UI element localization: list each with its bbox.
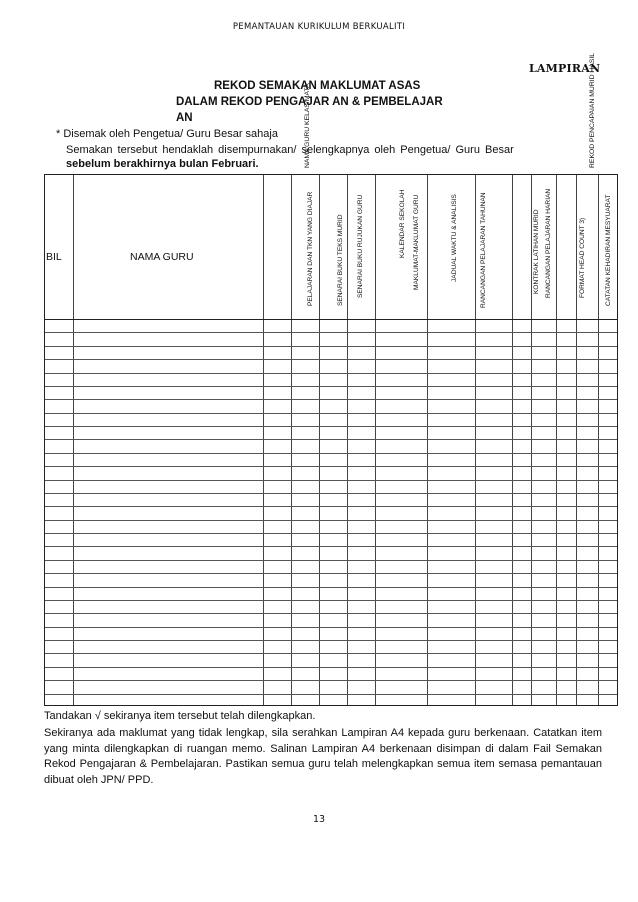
column-header-item-label: SENARAI BUKU TEKS MURID bbox=[337, 214, 344, 306]
table-row bbox=[45, 560, 617, 561]
column-header-item-label: PELAJARAN DAN TKN YANG DIAJAR bbox=[307, 191, 314, 306]
note-line-2: Semakan tersebut hendaklah disempurnakan/ selengkapnya oleh Pengetua/ Guru Besar bbox=[66, 144, 514, 156]
table-row bbox=[45, 680, 617, 681]
column-header-item-label: RANCANGAN PELAJARAN HARIAN bbox=[545, 188, 552, 298]
table-header-divider bbox=[45, 319, 617, 320]
table-row bbox=[45, 466, 617, 467]
column-header-nama-guru: NAMA GURU bbox=[130, 251, 194, 263]
table-row bbox=[45, 493, 617, 494]
table-row bbox=[45, 386, 617, 387]
table-row bbox=[45, 546, 617, 547]
form-title-line-3: AN bbox=[176, 112, 193, 124]
column-header-item-label: JADUAL WAKTU & ANALISIS bbox=[451, 194, 458, 282]
table-row bbox=[45, 520, 617, 521]
column-header-item-label: MAKLUMAT-MAKLUMAT GURU bbox=[413, 194, 420, 290]
table-row bbox=[45, 453, 617, 454]
table-row bbox=[45, 332, 617, 333]
column-header-item-label: RANCANGAN PELAJARAN TAHUNAN bbox=[480, 192, 487, 308]
table-row bbox=[45, 399, 617, 400]
table-row bbox=[45, 667, 617, 668]
column-header-item-label: CATATAN KEHADIRAN MESYUARAT bbox=[605, 194, 612, 306]
table-row bbox=[45, 413, 617, 414]
table-row bbox=[45, 506, 617, 507]
form-title-line-1: REKOD SEMAKAN MAKLUMAT ASAS bbox=[214, 80, 421, 92]
table-row bbox=[45, 533, 617, 534]
table-row bbox=[45, 439, 617, 440]
column-header-item-label: KONTRAK LATIHAN MURID bbox=[533, 209, 540, 294]
rotated-label: REKOD PENCAPAIAN MURID HASIL bbox=[589, 52, 596, 168]
table-row bbox=[45, 694, 617, 695]
running-header: PEMANTAUAN KURIKULUM BERKUALITI bbox=[232, 22, 406, 32]
footer-paragraph: Sekiranya ada maklumat yang tidak lengkap, sila serahkan Lampiran A4 kepada guru berkenaan. Catatkan item yang minta dilengkapkan di ruangan memo. Salinan Lampiran A4 berkenaan disimpan di dalam Fail Semakan Rekod Pengajaran & Pembelajaran. Pastikan semua guru telah melengkapkan semua item semasa pemantauan dibuat oleh JPN/ PPD. bbox=[44, 727, 602, 786]
column-header-item-label: FORMAT HEAD COUNT 3) bbox=[579, 217, 586, 298]
table-row bbox=[45, 653, 617, 654]
table-row bbox=[45, 587, 617, 588]
page-number: 13 bbox=[312, 814, 326, 825]
table-row bbox=[45, 573, 617, 574]
column-header-item-label: KALENDAR SEKOLAH bbox=[399, 189, 406, 258]
table-row bbox=[45, 359, 617, 360]
column-header-item-label: SENARAI BUKU RUJUKAN GURU bbox=[357, 194, 364, 298]
note-line-3: sebelum berakhirnya bulan Februari. bbox=[66, 158, 259, 170]
note-line-1: * Disemak oleh Pengetua/ Guru Besar sahaja bbox=[56, 128, 278, 140]
column-header-bil: BIL bbox=[46, 251, 62, 263]
table-row bbox=[45, 346, 617, 347]
table-row bbox=[45, 426, 617, 427]
table-row bbox=[45, 613, 617, 614]
form-title-line-2: DALAM REKOD PENGAJAR AN & PEMBELAJAR bbox=[176, 96, 443, 108]
rotated-label: NAMA GURU KELAS/MATA bbox=[304, 83, 311, 168]
footer-tick-note: Tandakan √ sekiranya item tersebut telah dilengkapkan. bbox=[44, 710, 316, 722]
table-row bbox=[45, 627, 617, 628]
table-row bbox=[45, 600, 617, 601]
table-row bbox=[45, 373, 617, 374]
table-row bbox=[45, 640, 617, 641]
lampiran-label: LAMPIRAN bbox=[529, 62, 601, 75]
table-row bbox=[45, 480, 617, 481]
